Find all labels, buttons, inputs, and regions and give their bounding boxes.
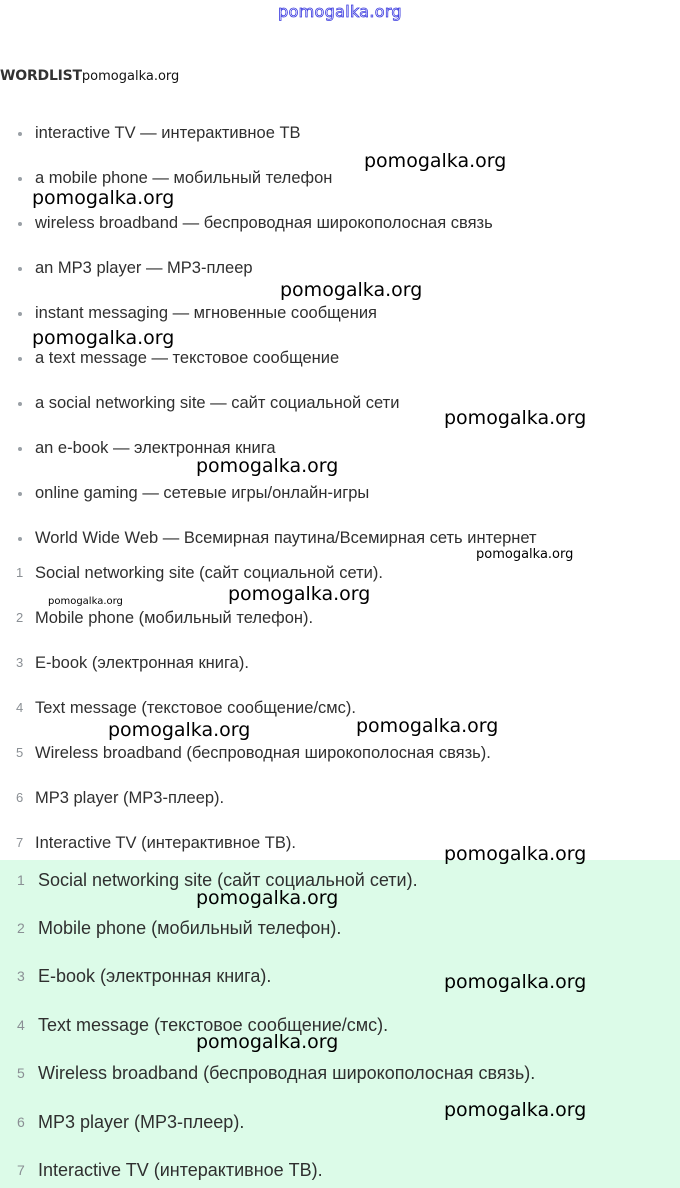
bullet-icon	[18, 222, 22, 226]
item-text: Interactive TV (интерактивное ТВ).	[38, 1160, 323, 1180]
watermark-text: pomogalka.org	[196, 887, 339, 909]
bullet-icon	[18, 177, 22, 181]
item-text: Social networking site (сайт социальной сети).	[35, 564, 383, 582]
bullet-icon	[18, 312, 22, 316]
item-text: Wireless broadband (беспроводная широкополосная связь).	[35, 744, 491, 762]
item-number: 2	[17, 920, 25, 936]
wordlist-item-text: instant messaging — мгновенные сообщения	[35, 304, 377, 322]
heading-watermark: pomogalka.org	[81, 69, 180, 84]
item-number: 7	[16, 835, 24, 850]
watermark-text: pomogalka.org	[444, 843, 587, 865]
wordlist-heading	[0, 68, 179, 84]
heading-title: WORDLIST	[0, 68, 82, 84]
item-text: E-book (электронная книга).	[35, 654, 249, 672]
item-number: 6	[16, 790, 24, 805]
answer-block	[0, 860, 680, 1188]
watermark-text: pomogalka.org	[356, 715, 499, 737]
bullet-icon	[18, 492, 22, 496]
wordlist-item-text: an e-book — электронная книга	[35, 439, 276, 457]
wordlist-item-text: a social networking site — сайт социальной сети	[35, 394, 400, 412]
bullet-icon	[18, 267, 22, 271]
watermark-text: pomogalka.org	[32, 187, 175, 209]
watermark-text: pomogalka.org	[444, 1099, 587, 1121]
item-text: Text message (текстовое сообщение/смс).	[35, 699, 356, 717]
item-number: 1	[16, 565, 24, 580]
watermark-text: pomogalka.org	[228, 583, 371, 605]
item-number: 3	[17, 968, 25, 984]
watermark-text: pomogalka.org	[196, 1031, 339, 1053]
item-text: Social networking site (сайт социальной сети).	[38, 870, 418, 890]
item-number: 3	[16, 655, 24, 670]
wordlist-item-text: wireless broadband — беспроводная широкополосная связь	[35, 214, 493, 232]
item-text: MP3 player (MP3-плеер).	[35, 789, 225, 807]
wordlist-item-text: World Wide Web — Всемирная паутина/Всемирная сеть интернет	[35, 529, 537, 547]
watermark-text: pomogalka.org	[196, 455, 339, 477]
watermark-text: pomogalka.org	[108, 719, 251, 741]
item-number: 4	[17, 1017, 25, 1033]
wordlist-item-text: online gaming — сетевые игры/онлайн-игры	[35, 484, 370, 502]
item-text: Wireless broadband (беспроводная широкополосная связь).	[38, 1063, 536, 1083]
watermark-text: pomogalka.org	[32, 327, 175, 349]
wordlist-item-text: a text message — текстовое сообщение	[35, 349, 340, 367]
bullet-icon	[18, 537, 22, 541]
item-number: 5	[16, 745, 24, 760]
watermark-text: pomogalka.org	[48, 596, 123, 607]
wordlist-item-text: a mobile phone — мобильный телефон	[35, 169, 333, 187]
bullet-icon	[18, 402, 22, 406]
item-text: Interactive TV (интерактивное ТВ).	[35, 834, 296, 852]
bullet-icon	[18, 357, 22, 361]
item-number: 6	[17, 1114, 25, 1130]
watermark-text: pomogalka.org	[280, 279, 423, 301]
item-text: Text message (текстовое сообщение/смс).	[38, 1015, 389, 1035]
wordlist-item-text: an MP3 player — MP3-плеер	[35, 259, 253, 277]
watermark-text: pomogalka.org	[444, 407, 587, 429]
item-number: 5	[17, 1065, 25, 1081]
wordlist-item-text: interactive TV — интерактивное ТВ	[35, 124, 301, 142]
site-logo-text[interactable]: pomogalka.org	[278, 2, 402, 21]
item-number: 7	[17, 1162, 25, 1178]
bullet-icon	[18, 132, 22, 136]
bullet-icon	[18, 447, 22, 451]
item-text: Mobile phone (мобильный телефон).	[38, 918, 342, 938]
watermark-text: pomogalka.org	[476, 547, 574, 562]
item-text: E-book (электронная книга).	[38, 966, 272, 986]
item-number: 4	[16, 700, 24, 715]
watermark-text: pomogalka.org	[364, 150, 507, 172]
item-number: 1	[17, 872, 25, 888]
watermark-text: pomogalka.org	[444, 971, 587, 993]
item-number: 2	[16, 610, 24, 625]
item-text: MP3 player (MP3-плеер).	[38, 1112, 245, 1132]
item-text: Mobile phone (мобильный телефон).	[35, 609, 314, 627]
